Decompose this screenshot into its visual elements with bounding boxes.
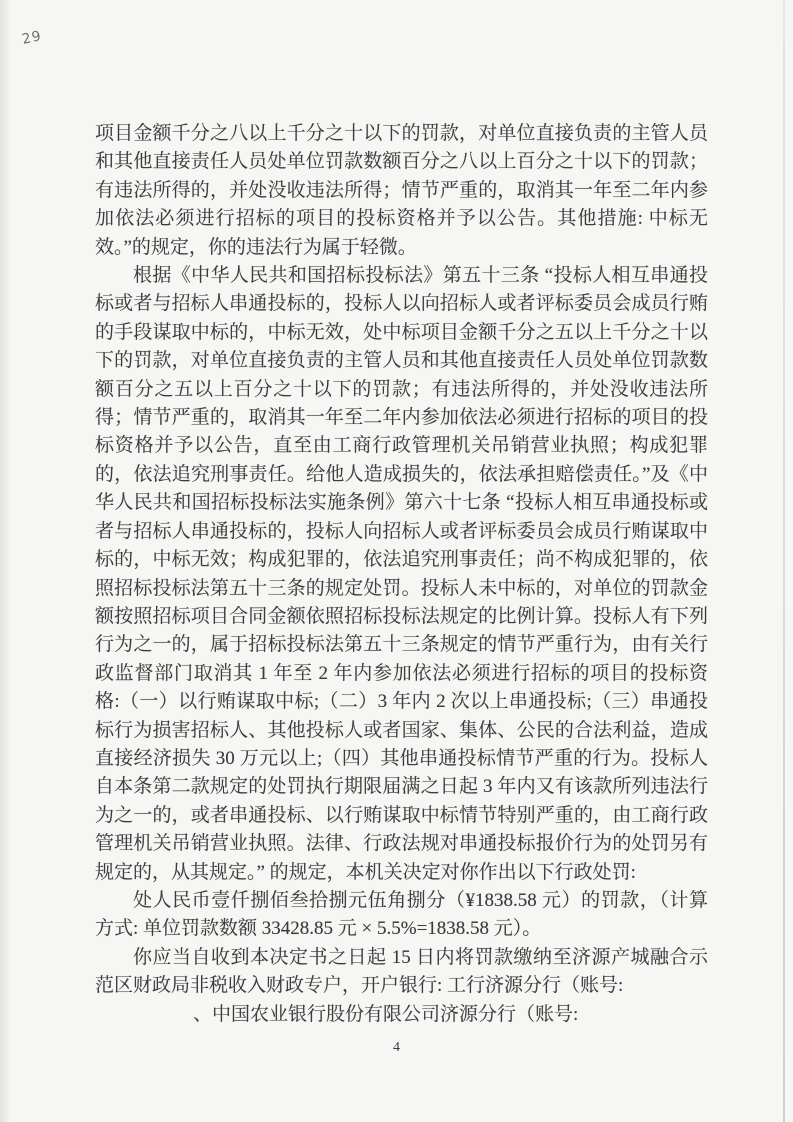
paragraph-payment-instructions: 你应当自收到本决定书之日起 15 日内将罚款缴纳至济源产城融合示范区财政局非税收入财政专户，开户银行: 工行济源分行（账号: [95,946,708,997]
paragraph-legal-basis: 根据《中华人民共和国招标投标法》第五十三条 “投标人相互串通投标或者与招标人串通投标的，投标人以向招标人或者评标委员会成员行贿的手段谋取中标的，中标无效，处中标项目金额千分之五以上千分之十以下的罚款，对单位直接负责的主管人员和其他直接责任人员处单位罚款数额百分之五以上百分之十以下的罚款；有违法所得的，并处没收违法所得；情节严重的，取消其一年至二年内参加依法必须进行招标的项目的投标资格并予以公告，直至由工商行政管理机关吊销营业执照；构成犯罪的，依法追究刑事责任。给他人造成损失的，依法承担赔偿责任。”及《中华人民共和国招标投标法实施条例》第六十七条 “投标人相互串通投标或者与招标人串通投标的，投标人向招标人或者评标委员会成员行贿谋取中标的，中标无效；构成犯罪的，依法追究刑事责任；尚不构成犯罪的，依照招标投标法第五十三条的规定处罚。投标人未中标的，对单位的罚款金额按照招标项目合同金额依照招标投标法规定的比例计算。投标人有下列行为之一的，属于招标投标法第五十三条规定的情节严重行为，由有关行政监督部门取消其 1 年至 2 年内参加依法必须进行招标的项目的投标资格:（一）以行贿谋取中标;（二）3 年内 2 次以上串通投标;（三）串通投标行为损害招标人、其他投标人或者国家、集体、公民的合法利益，造成直接经济损失 30 万元以上;（四）其他串通投标情节严重的行为。投标人自本条第二款规定的处罚执行期限届满之日起 3 年内又有该款所列违法行为之一的，或者串通投标、以行贿谋取中标情节特别严重的，由工商行政管理机关吊销营业执照。法律、行政法规对串通投标报价行为的处罚另有规定的，从其规定。” 的规定，本机关决定对你作出以下行政处罚: [95,265,708,883]
handwritten-page-note: 29 [20,28,44,48]
paragraph-fine-amount: 处人民币壹仟捌佰叁拾捌元伍角捌分（¥1838.58 元）的罚款，（计算方式: 单位罚款数额 33428.85 元 × 5.5%=1838.58 元）。 [95,889,708,940]
paragraph-second-bank: 、中国农业银行股份有限公司济源分行（账号: [193,1003,579,1025]
document-text-block [95,120,708,1029]
paragraph-penalty-quote-continuation: 项目金额千分之八以上千分之十以下的罚款，对单位直接负责的主管人员和其他直接责任人员处单位罚款数额百分之八以上百分之十以下的罚款；有违法所得的，并处没收违法所得；情节严重的，取消其一年至二年内参加依法必须进行招标的项目的投标资格并予以公告。其他措施: 中标无效。”的规定，你的违法行为属于轻微。 [95,123,708,258]
page-number: 4 [393,1040,400,1055]
